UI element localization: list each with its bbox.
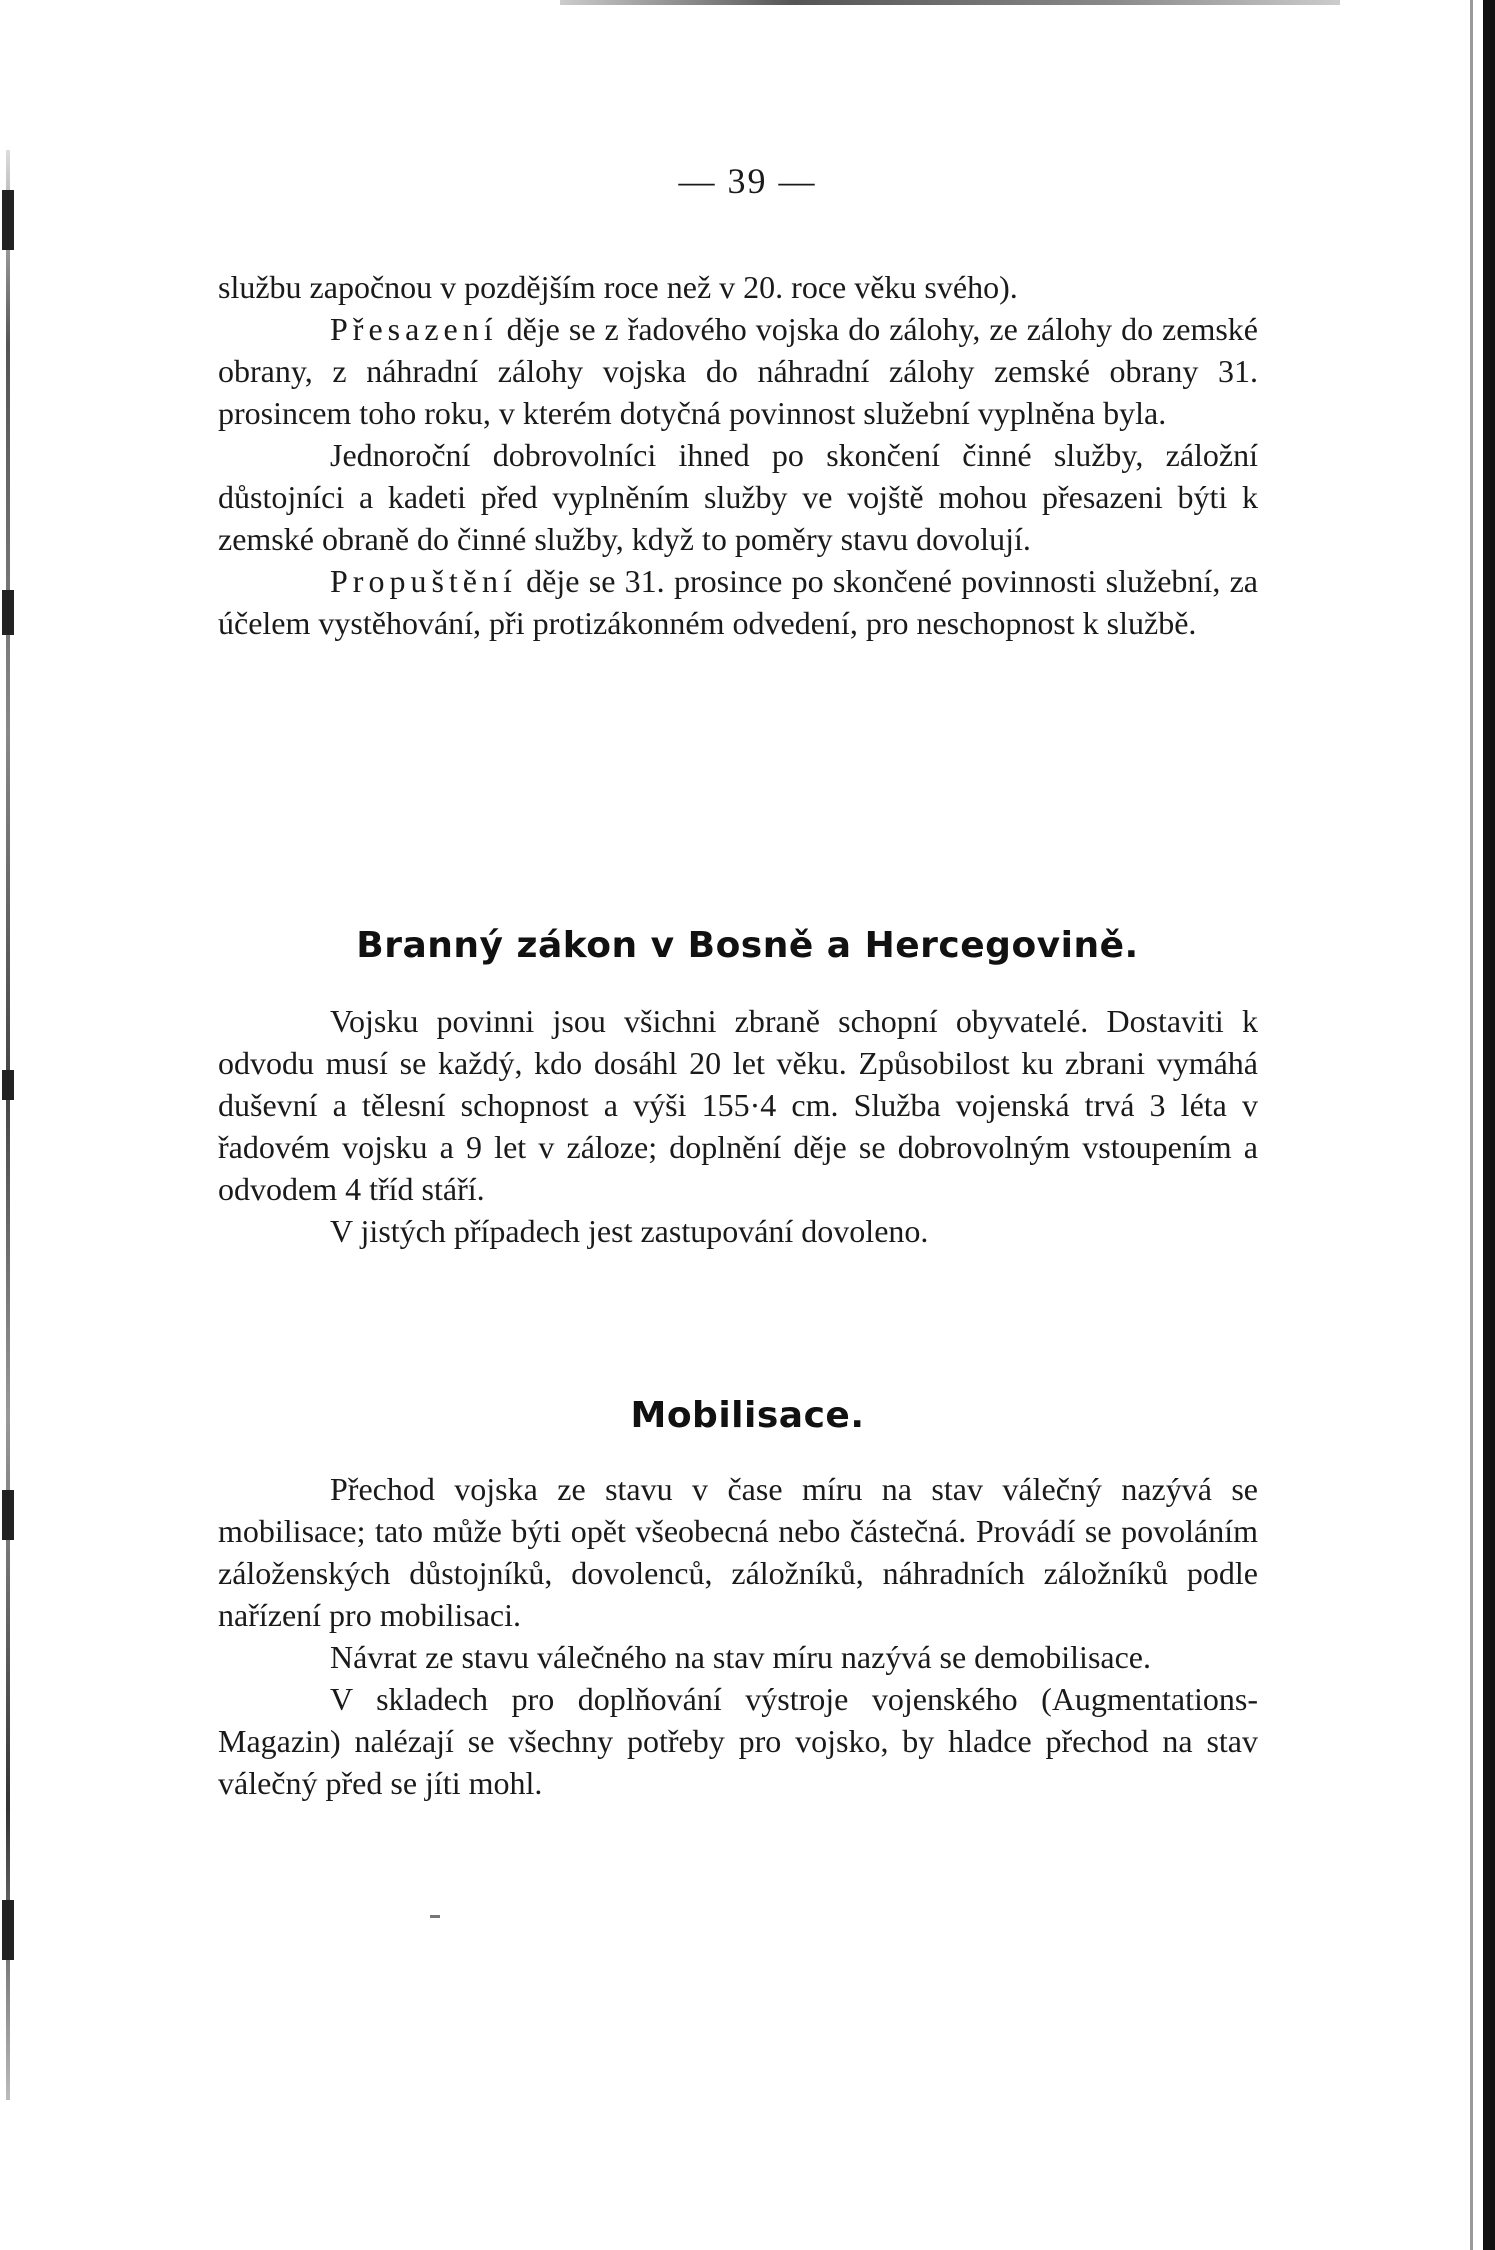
section-text-1 xyxy=(218,266,1258,644)
paragraph-discharge xyxy=(218,560,1258,644)
page-number: — 39 — xyxy=(678,161,817,201)
stray-mark xyxy=(430,1915,440,1918)
section-text-2 xyxy=(218,1000,1258,1252)
scan-left-mark xyxy=(2,1490,14,1540)
scan-left-mark xyxy=(2,1070,14,1100)
scan-right-edge xyxy=(1483,0,1495,2250)
term-transfer: Přesazení xyxy=(330,311,498,347)
paragraph-conscription: Vojsku povinni jsou všichni zbraně schopní obyvatelé. Dostaviti k odvodu musí se každý, kdo dosáhl 20 let věku. Způsobilost ku zbrani vymáhá duševní a tělesní schopnost a výši 155·4 cm. Služba vojenská trvá 3 léta v řadovém vojsku a 9 let v záloze; doplnění děje se dobrovolným vstoupením a odvodem 4 tříd stáří. xyxy=(218,1003,1258,1207)
paragraph-mobilisation: Přechod vojska ze stavu v čase míru na stav válečný nazývá se mobilisace; tato může býti opět všeobecná nebo částečná. Provádí se povoláním záloženských důstojníků, dovolenců, záložníků, náhradních záložníků podle nařízení pro mobilisaci. xyxy=(218,1471,1258,1633)
heading-bosnia-law: Branný zákon v Bosně a Hercegovině. xyxy=(356,925,1139,966)
scan-left-mark xyxy=(2,1900,14,1960)
section-text-3 xyxy=(218,1468,1258,1804)
paragraph-volunteers: Jednoroční dobrovolníci ihned po skončení činné služby, záložní důstojníci a kadeti před vyplněním služby ve vojště mohou přesazeni býti k zemské obraně do činné služby, když to poměry stavu dovolují. xyxy=(218,437,1258,557)
scan-top-edge xyxy=(560,0,1340,5)
paragraph-discharge-text: děje se 31. prosince po skončené povinnosti služební, za účelem vystěhování, při protizákonném odvedení, pro neschopnost k službě. xyxy=(218,563,1258,641)
paragraph-demobilisation: Návrat ze stavu válečného na stav míru nazývá se demobilisace. xyxy=(330,1639,1151,1675)
paragraph-transfer-text: děje se z řadového vojska do zálohy, ze zálohy do zemské obrany, z náhradní zálohy vojska do náhradní zálohy zemské obrany 31. prosincem toho roku, v kterém dotyčná povinnost služební vyplněna byla. xyxy=(218,311,1258,431)
heading-mobilisation: Mobilisace. xyxy=(630,1395,865,1436)
term-discharge: Propuštění xyxy=(330,563,517,599)
paragraph-depots: V skladech pro doplňování výstroje vojenského (Augmentations-Magazin) nalézají se všechny potřeby pro vojsko, by hladce přechod na stav válečný před se jíti mohl. xyxy=(218,1681,1258,1801)
paragraph-transfer xyxy=(218,308,1258,434)
scan-right-inner-line xyxy=(1470,0,1473,2250)
paragraph-continuation: službu započnou v pozdějším roce než v 20. roce věku svého). xyxy=(218,269,1018,305)
scan-left-edge xyxy=(6,150,10,2100)
paragraph-substitution: V jistých případech jest zastupování dovoleno. xyxy=(330,1213,929,1249)
scan-left-mark xyxy=(2,590,14,635)
